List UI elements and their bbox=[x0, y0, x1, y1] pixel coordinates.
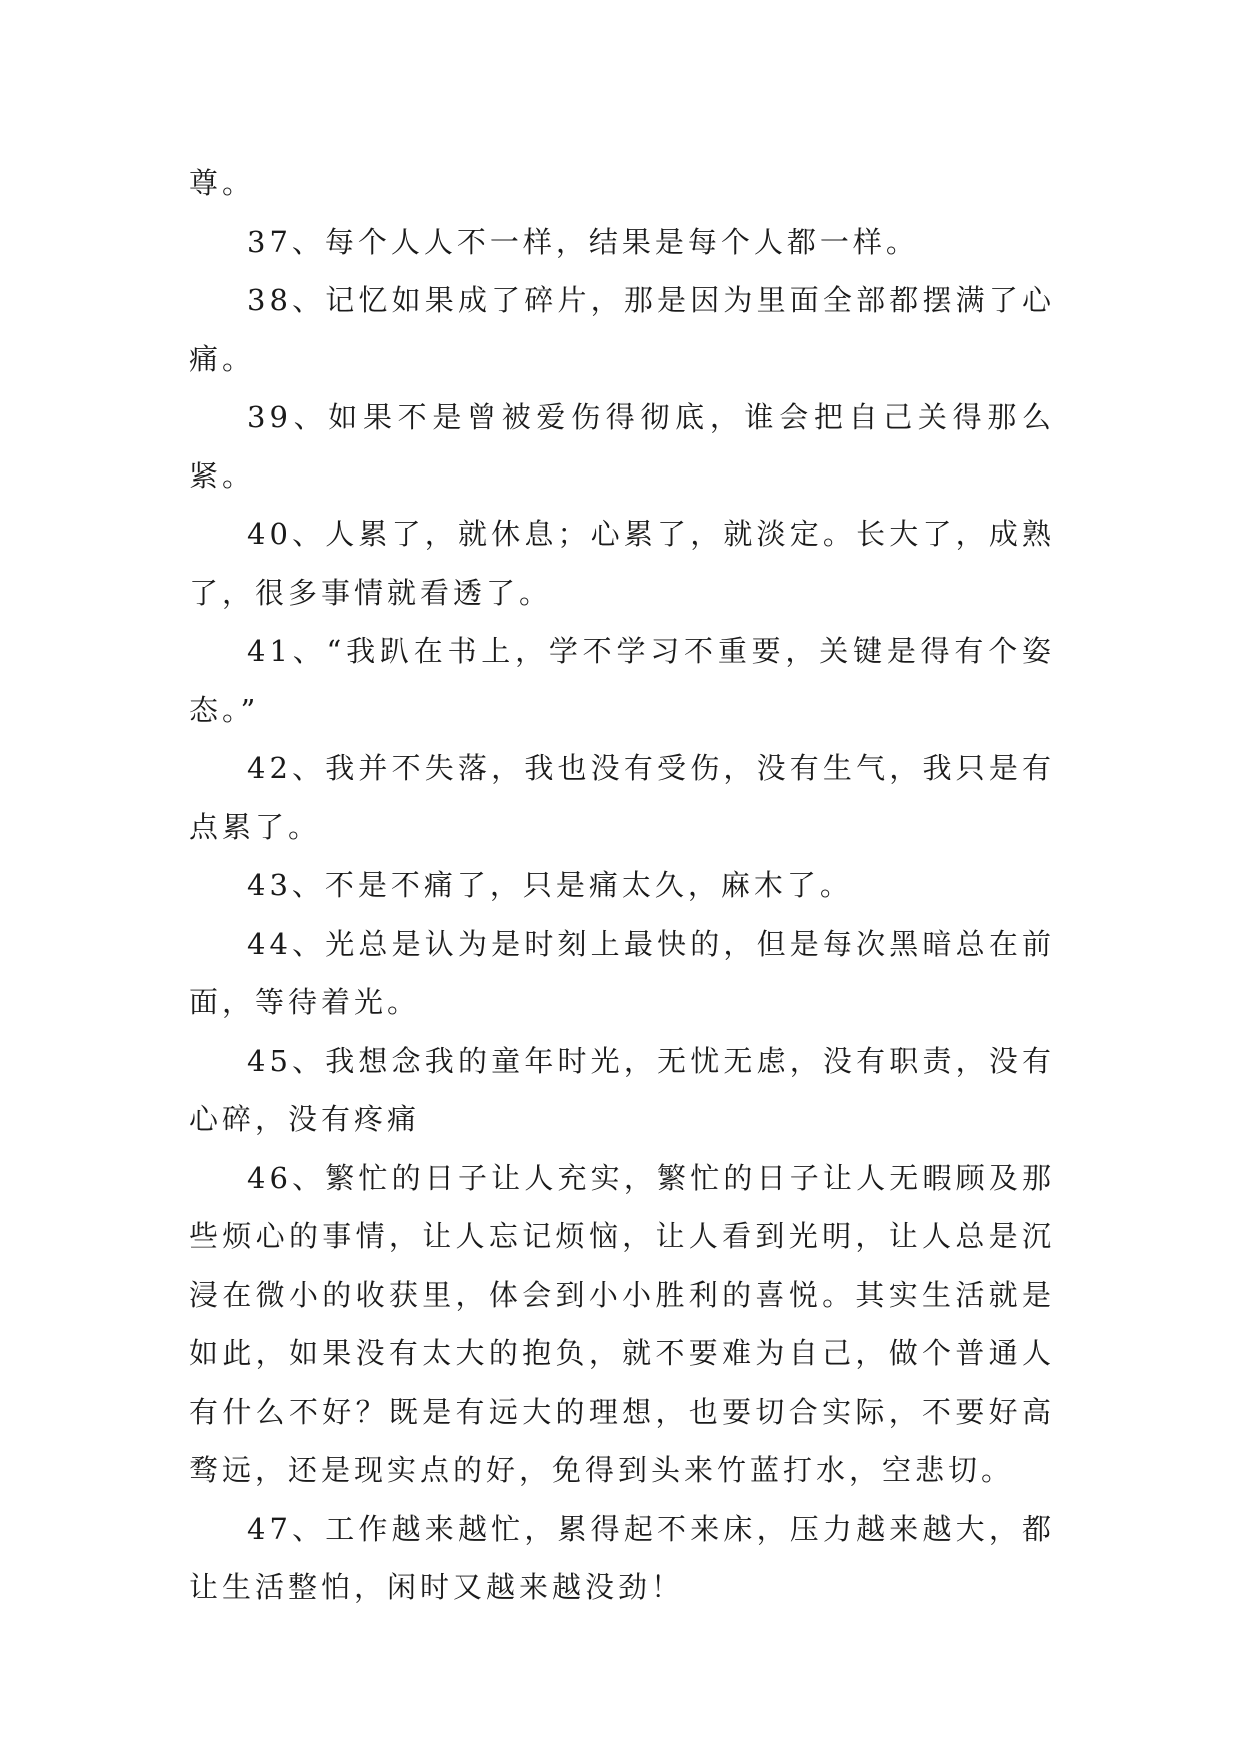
paragraph-46: 46、繁忙的日子让人充实，繁忙的日子让人无暇顾及那些烦心的事情，让人忘记烦恼，让人看到光明，让人总是沉浸在微小的收获里，体会到小小胜利的喜悦。其实生活就是如此，如果没有太大的抱负，就不要难为自己，做个普通人有什么不好？既是有远大的理想，也要切合实际，不要好高骛远，还是现实点的好，免得到头来竹蓝打水，空悲切。 bbox=[189, 1160, 1055, 1487]
paragraph-45: 45、我想念我的童年时光，无忧无虑，没有职责，没有心碎，没有疼痛 bbox=[189, 1043, 1055, 1136]
paragraph-47: 47、工作越来越忙，累得起不来床，压力越来越大，都让生活整怕，闲时又越来越没劲！ bbox=[189, 1511, 1055, 1604]
paragraph-41: 41、“我趴在书上，学不学习不重要，关键是得有个姿态。” bbox=[189, 634, 1055, 727]
paragraph-37: 37、每个人人不一样，结果是每个人都一样。 bbox=[247, 224, 919, 259]
paragraph-42: 42、我并不失落，我也没有受伤，没有生气，我只是有点累了。 bbox=[189, 751, 1055, 844]
paragraph-44: 44、光总是认为是时刻上最快的，但是每次黑暗总在前面，等待着光。 bbox=[189, 926, 1055, 1019]
document-body bbox=[189, 154, 1055, 1617]
paragraph-fragment: 尊。 bbox=[189, 166, 256, 200]
paragraph-43: 43、不是不痛了，只是痛太久，麻木了。 bbox=[247, 868, 853, 902]
paragraph-39: 39、如果不是曾被爱伤得彻底，谁会把自己关得那么紧。 bbox=[189, 400, 1055, 493]
paragraph-38: 38、记忆如果成了碎片，那是因为里面全部都摆满了心痛。 bbox=[189, 283, 1055, 376]
paragraph-40: 40、人累了，就休息；心累了，就淡定。长大了，成熟了，很多事情就看透了。 bbox=[189, 517, 1055, 610]
